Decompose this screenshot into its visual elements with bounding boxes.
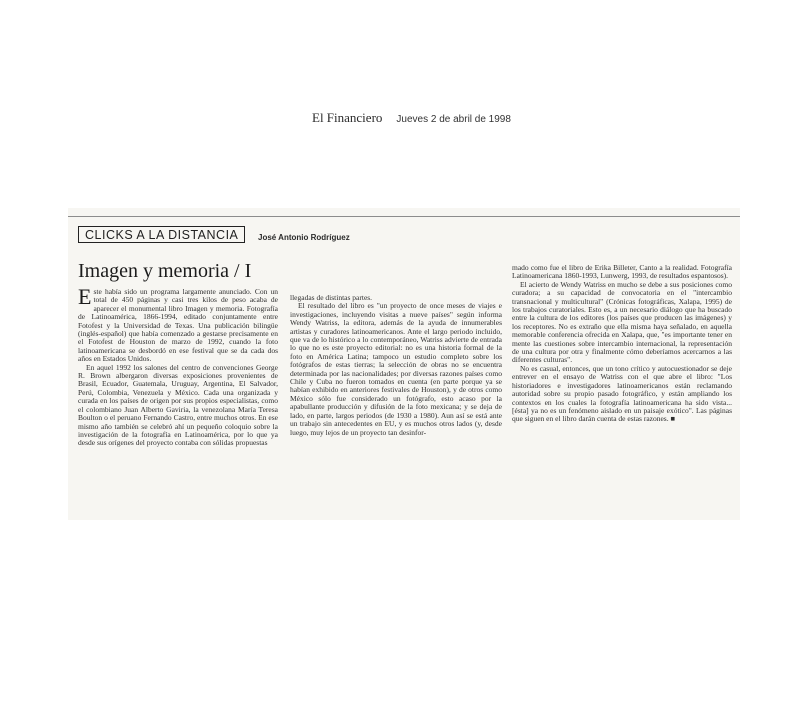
article-column-1	[78, 288, 278, 516]
column-3-paragraph-1: mado como fue el libro de Erika Billeter, Canto a la realidad. Fotografía Latinoamericana 1860-1993, Lunwerg, 1993, de resultados espantosos).	[512, 264, 732, 281]
column-2-paragraph-1: llegadas de distintas partes.	[290, 294, 373, 302]
publication-date: Jueves 2 de abril de 1998	[396, 114, 511, 125]
column-1-paragraph-2: En aquel 1992 los salones del centro de convenciones George R. Brown albergaron diversas exposiciones provenientes de Brasil, Ecuador, Guatemala, Uruguay, Argentina, El Salvador, Perú, Colombia, Venezuela y México. Cada una organizada y curada en los países de origen por sus propios especialistas, como el colombiano Juan Alberto Gaviria, la venezolana María Teresa Boulton o el peruano Fernando Castro, entre muchos otros. En ese mismo año también se celebró ahí un pequeño coloquio sobre la investigación de la fotografía en Latinoamérica, por lo que ya desde sus orígenes del proyecto contaba con sólidas propuestas	[78, 362, 278, 448]
drop-cap: E	[78, 288, 92, 309]
column-3-paragraph-2: El acierto de Wendy Watriss en mucho se debe a sus posiciones como curadora; a su capacidad de convocatoria en el "intercambio transnacional y multicultural" (Crónicas fotográficas, Xalapa, 1995) de los trabajos curatoriales. Esto es, a un necesario diálogo que ha buscado entre la cultura de los editores (los países que producen las imágenes) y los receptores. No es extraño que ella misma haya señalado, en aquella memorable conferencia ofrecida en Xalapa, que, "es importante tener en mente las cuestiones sobre intercambio internacional, la representación de una cultura por otra y finalmente cómo deberíamos acercarnos a las diferentes culturas".	[512, 279, 732, 365]
article-column-3	[512, 264, 732, 516]
column-1-paragraph-1-text: ste había sido un programa largamente anunciado. Con un total de 450 páginas y casi tres kilos de peso acaba de aparecer el monumental libro Imagen y memoria. Fotografía de Latinoamérica, 1866-1994, editado conjuntamente entre Fotofest y la Universidad de Texas. Una publicación bilingüe (inglés-español) que había comenzado a gestarse precisamente en el Fotofest de Houston de marzo de 1992, cuando la foto latinoamericana se desbordó en ese festival que se da cada dos años en Estados Unidos.	[78, 288, 278, 364]
top-rule-divider	[68, 216, 740, 217]
newspaper-masthead	[312, 110, 511, 126]
article-headline: Imagen y memoria / I	[78, 260, 252, 282]
newspaper-clipping	[68, 208, 740, 520]
section-label: CLICKS A LA DISTANCIA	[78, 226, 245, 243]
column-1-paragraph-1	[78, 288, 278, 364]
article-byline: José Antonio Rodríguez	[258, 233, 350, 242]
column-3-paragraph-3: No es casual, entonces, que un tono crítico y autocuestionador se deje entrever en el ensayo de Watriss con el que abre el libro: "Los historiadores e investigadores latinoamericanos están reclamando autoridad sobre su propio pasado fotográfico, y están ampliando los contextos en los cuales la fotografía latinoamericana ha sido vista... [ésta] ya no es un fenómeno aislado en un paisaje exótico". Las páginas que siguen en el libro darán cuenta de estas razones. ■	[512, 363, 732, 424]
column-2-paragraph-2: El resultado del libro es "un proyecto de once meses de viajes e investigaciones, incluyendo visitas a nueve países" según informa Wendy Watriss, la editora, además de la ayuda de innumerables artistas y curadores latinoamericanos. Ante el largo periodo incluido, que va de lo histórico a lo contemporáneo, Watriss advierte de entrada lo que no es este proyecto editorial: no es una historia formal de la foto en América Latina; tampoco un estudio completo sobre los fotógrafos de estas tierras; la selección de obras no se encuentra determinada por las nacionalidades; por diversas razones países como Chile y Cuba no fueron tomados en cuenta (en parte porque ya se habían exhibido en anteriores festivales de Houston), y de otros como México sólo fue considerado un fotógrafo, esto acaso por la apabullante producción y difusión de la foto mexicana; y se deja de lado, en parte, largos periodos (de 1930 a 1980). Aun así se está ante un trabajo sin antecedentes en EU, y es muchos otros lados (y, desde luego, muy lejos de un proyecto tan desinfor-	[290, 301, 502, 437]
newspaper-name: El Financiero	[312, 110, 383, 125]
article-column-2	[290, 294, 502, 516]
